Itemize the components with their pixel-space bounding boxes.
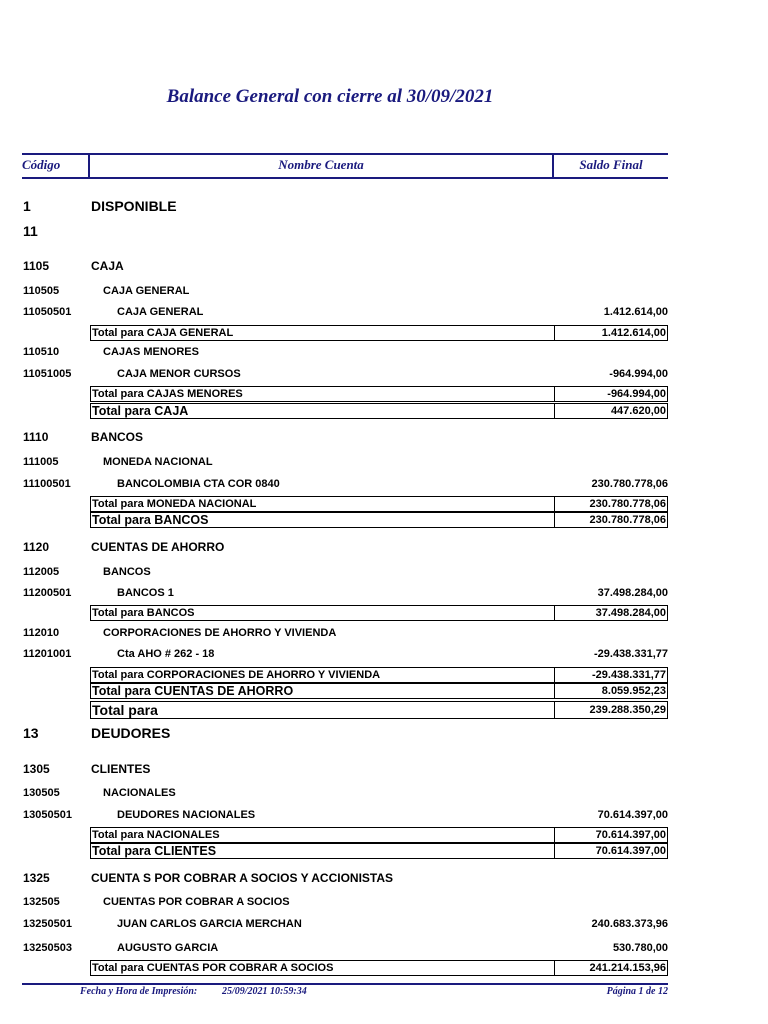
account-code: 1105 [23, 259, 50, 273]
footer-divider [22, 983, 668, 985]
total-row [90, 325, 668, 341]
total-row [90, 701, 668, 719]
total-amount: 241.214.153,96 [589, 962, 666, 974]
total-label: Total para CUENTAS POR COBRAR A SOCIOS [91, 961, 555, 975]
account-amount: 530.780,00 [612, 942, 668, 954]
total-label: Total para CAJAS MENORES [91, 387, 555, 401]
account-name: DEUDORES NACIONALES [117, 809, 256, 821]
page-number: Página 1 de 12 [606, 986, 668, 997]
account-name: NACIONALES [103, 787, 176, 799]
total-row [90, 667, 668, 683]
total-amount: 8.059.952,23 [601, 685, 666, 697]
total-amount: -964.994,00 [607, 388, 666, 400]
account-name: CORPORACIONES DE AHORRO Y VIVIENDA [103, 627, 337, 639]
print-date-value: 25/09/2021 10:59:34 [222, 986, 307, 997]
total-row [90, 683, 668, 699]
account-name: CAJA [91, 259, 124, 273]
account-name: CLIENTES [91, 762, 151, 776]
total-row [90, 386, 668, 402]
account-code: 1325 [23, 871, 50, 885]
account-amount: 1.412.614,00 [603, 306, 668, 318]
account-name: Cta AHO # 262 - 18 [117, 648, 215, 660]
account-name: CUENTA S POR COBRAR A SOCIOS Y ACCIONISTAS [91, 871, 394, 885]
account-code: 1120 [23, 540, 50, 554]
account-code: 11100501 [23, 478, 71, 490]
total-label: Total para NACIONALES [91, 828, 555, 842]
total-row [90, 605, 668, 621]
account-amount: -29.438.331,77 [593, 648, 668, 660]
account-code: 13 [23, 725, 39, 741]
account-name: CAJA MENOR CURSOS [117, 368, 241, 380]
account-name: DEUDORES [91, 725, 171, 741]
total-amount: 70.614.397,00 [595, 829, 666, 841]
account-code: 1 [23, 198, 31, 214]
account-name: AUGUSTO GARCIA [117, 942, 219, 954]
total-row [90, 843, 668, 859]
account-amount: 70.614.397,00 [597, 809, 668, 821]
header-codigo: Código [22, 155, 90, 177]
account-name: BANCOS [91, 430, 144, 444]
total-amount: 1.412.614,00 [601, 327, 666, 339]
account-code: 130505 [23, 787, 60, 799]
print-date-label: Fecha y Hora de Impresión: [80, 986, 198, 997]
account-code: 13250503 [23, 942, 72, 954]
account-name: CUENTAS DE AHORRO [91, 540, 225, 554]
total-label: Total para [91, 702, 555, 718]
total-amount: -29.438.331,77 [591, 669, 666, 681]
account-code: 112010 [23, 627, 60, 639]
account-code: 11 [23, 223, 38, 239]
account-code: 13050501 [23, 809, 72, 821]
account-code: 11200501 [23, 587, 72, 599]
account-name: CUENTAS POR COBRAR A SOCIOS [103, 896, 290, 908]
account-code: 11201001 [23, 648, 72, 660]
account-code: 111005 [23, 456, 59, 468]
table-header [22, 153, 668, 179]
account-name: DISPONIBLE [91, 198, 177, 214]
account-name: BANCOLOMBIA CTA COR 0840 [117, 478, 280, 490]
total-label: Total para CAJA GENERAL [91, 326, 555, 340]
account-code: 110505 [23, 285, 60, 297]
total-label: Total para MONEDA NACIONAL [91, 497, 555, 511]
total-amount: 239.288.350,29 [589, 704, 666, 716]
total-label: Total para BANCOS [91, 513, 555, 527]
account-code: 11050501 [23, 306, 72, 318]
total-amount: 447.620,00 [610, 405, 666, 417]
total-label: Total para CLIENTES [91, 844, 555, 858]
account-name: BANCOS 1 [117, 587, 174, 599]
account-name: CAJAS MENORES [103, 346, 199, 358]
account-name: CAJA GENERAL [117, 306, 204, 318]
total-label: Total para BANCOS [91, 606, 555, 620]
account-code: 1305 [23, 762, 50, 776]
total-row [90, 960, 668, 976]
total-label: Total para CAJA [91, 404, 555, 418]
total-amount: 230.780.778,06 [589, 514, 666, 526]
account-code: 1110 [23, 430, 49, 444]
account-amount: -964.994,00 [609, 368, 668, 380]
account-code: 13250501 [23, 918, 72, 930]
account-name: BANCOS [103, 566, 151, 578]
total-label: Total para CORPORACIONES DE AHORRO Y VIVIENDA [91, 668, 555, 682]
header-nombre-cuenta: Nombre Cuenta [90, 155, 554, 177]
total-amount: 37.498.284,00 [595, 607, 666, 619]
report-title: Balance General con cierre al 30/09/2021 [166, 86, 494, 107]
total-row [90, 512, 668, 528]
total-label: Total para CUENTAS DE AHORRO [91, 684, 555, 698]
account-code: 112005 [23, 566, 60, 578]
account-code: 110510 [23, 346, 60, 358]
total-row [90, 496, 668, 512]
account-code: 11051005 [23, 368, 72, 380]
account-amount: 240.683.373,96 [591, 918, 668, 930]
account-code: 132505 [23, 896, 60, 908]
account-amount: 37.498.284,00 [597, 587, 668, 599]
account-name: JUAN CARLOS GARCIA MERCHAN [117, 918, 302, 930]
total-amount: 230.780.778,06 [589, 498, 666, 510]
account-name: MONEDA NACIONAL [103, 456, 213, 468]
account-name: CAJA GENERAL [103, 285, 190, 297]
total-amount: 70.614.397,00 [595, 845, 666, 857]
total-row [90, 827, 668, 843]
total-row [90, 403, 668, 419]
header-saldo-final: Saldo Final [579, 157, 643, 172]
account-amount: 230.780.778,06 [591, 478, 668, 490]
